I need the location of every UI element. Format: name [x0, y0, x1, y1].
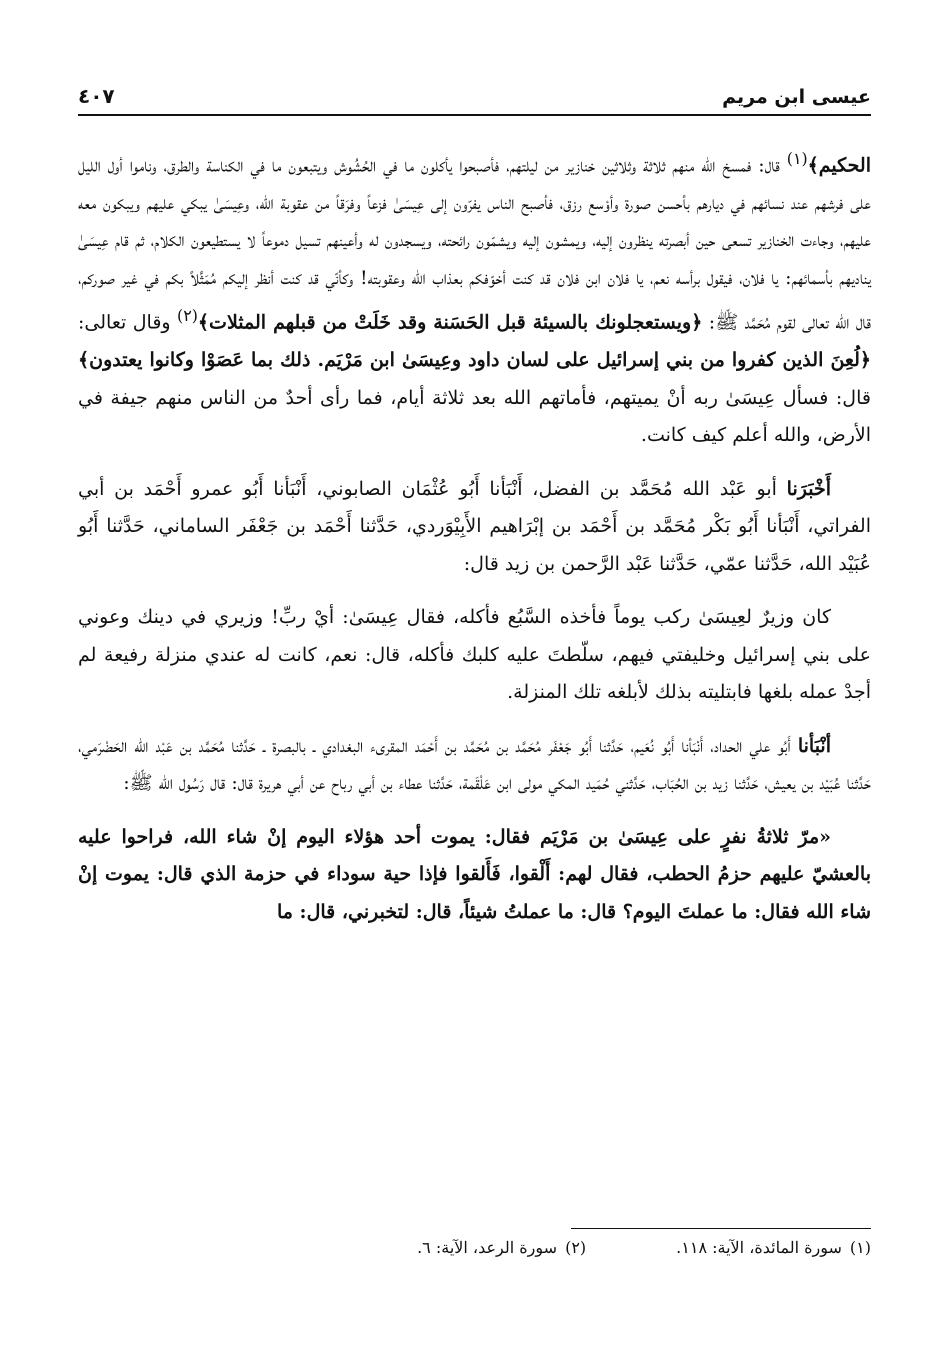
- quote-ending: الحكيم﴾: [807, 154, 871, 177]
- paragraph-text: قال: فمسخ الله منهم ثلاثة وثلاثين خنازير من ليلتهم، فأصبحوا يأكلون ما في الحُشُوش ويتبعون ما في الكناسة والطرق، وناموا أول الليل على فرشهم عند نسائهم في ديارهم بأحسن صورة وأوْسع رزق، فأصبح الناس يفرّون إلى عِيسَىٰ فزعاً وفرَقاً من عقوبة الله، وعِيسَىٰ يبكي عليهم ويبكون معه عليهم، وجاءت الخنازير تسعى حين أبصرته ينظرون إليه، ويمشون إليه ويشمّون رائحته، ويسجدون له وأعينهم تسيل دموعاً لا يستطيعون الكلام، ثم قام عِيسَىٰ يناديهم بأسمائهم: يا فلان، فيقول برأسه نعم، يا فلان ابن فلان قد كنت أخوّفكم بعذاب الله وعقوبته! وكأنّي قد كنت أنظر إليكم مُمَثَّلاً بكم في غير صوركم، قال الله تعالى لقوم مُحَمَّد ﷺ:: [78, 154, 872, 334]
- paragraph-wazir-story: [78, 599, 871, 712]
- paragraph-text: كان وزيرٌ لعِيسَىٰ ركب يوماً فأخذه السَّبُع فأكله، فقال عِيسَىٰ: أيْ ربِّ! وزيري في دينك وعوني على بني إسرائيل وخليفتي فيهم، سلّطتَ عليه كلبك فأكله، قال: نعم، كانت له عندي منزلة رفيعة لم أجدْ عمله بلغها فابتليته بذلك لأبلغه تلك المنزلة.: [78, 606, 871, 704]
- paragraph-hadith: [78, 819, 871, 932]
- paragraph-text: أبو عَبْد الله مُحَمَّد بن الفضل، أَنْبَأنا أَبُو عُثْمَان الصابوني، أَنْبَأنا أَبُو عمرو أَحْمَد بن أبي الفراتي، أَنْبَأنا أَبُو بَكْر مُحَمَّد بن أَحْمَد بن إبْرَاهيم الأَبِيْوَردي، حَدَّثنا أَحْمَد بن جَعْفَر الساماني، حَدَّثنا أَبُو عُبَيْد الله، حَدَّثنا عمّي، حَدَّثنا عَبْد الرَّحمن بن زيد قال:: [78, 477, 871, 575]
- running-title: عيسى ابن مريم: [722, 86, 871, 108]
- footnote-number: (١): [849, 1238, 871, 1257]
- footnote-2: [417, 1238, 586, 1257]
- body-text: [78, 140, 871, 947]
- footnote-ref-2: (٢): [177, 306, 198, 326]
- footnotes: [78, 1238, 871, 1257]
- paragraph-story-continuation: [78, 140, 871, 455]
- paragraph-isnad-2: [78, 728, 871, 803]
- footnote-ref-1: (١): [786, 149, 808, 168]
- footnote-number: (٢): [565, 1238, 587, 1257]
- paragraph-text: وقال تعالى:: [78, 311, 178, 334]
- footnote-divider: [571, 1228, 871, 1229]
- paragraph-isnad-1: [78, 471, 871, 584]
- running-header: [78, 76, 871, 116]
- quran-quote-1: ﴿ويستعجلونك بالسيئة قبل الحَسَنة وقد خَلَتْ من قبلهم المثلات﴾: [197, 311, 703, 334]
- isnad-lead-word: أَخْبَرَنا: [786, 477, 831, 500]
- footnote-text: سورة المائدة، الآية: ١١٨.: [676, 1238, 842, 1257]
- isnad-lead-word: أنْبَأنا: [797, 734, 831, 757]
- page-number: ٤٠٧: [78, 84, 115, 108]
- quran-quote-2: ﴿لُعِنَ الذين كفروا من بني إسرائيل على لسان داود وعِيسَىٰ ابن مَرْيَم. ذلك بما عَصَوْا وكانوا يعتدون﴾: [78, 349, 871, 372]
- paragraph-text: أَبُو علي الحداد، أَنْبَأنا أَبُو نُعَيم، حَدَّثنا أَبُو جَعْفَر مُحَمَّد بن مُحَمَّد بن أَحْمَد المقرىء البغدادي ـ بالبصرة ـ حَدَّثنا مُحَمَّد بن عَبْد الله الحَضْرَمي، حَدَّثنا عُبَيْد بن يعيش، حَدَّثنا زيد بن الحُبَاب، حَدَّثني حُمَيد المكي مولى ابن عَلْقَمة، حَدَّثنا عطاء بن أبي رباح عن أبي هريرة قال: قال رَسُول الله ﷺ:: [78, 734, 871, 795]
- footnote-text: سورة الرعد، الآية: ٦.: [417, 1238, 558, 1257]
- paragraph-text: «مرّ ثلاثةُ نفرٍ على عِيسَىٰ بن مَرْيَم فقال: يموت أحد هؤلاء اليوم إنْ شاء الله، فراحوا عليه بالعشيّ عليهم حزمُ الحطب، فقال لهم: أَلْقوا، فَأَلقوا فإذا حية سوداء في حزمة الذي قال: يموت إنْ شاء الله فقال: ما عملتَ اليوم؟ قال: ما عملتُ شيئاً، قال: لتخبرني، قال: ما: [78, 825, 871, 923]
- footnote-1: [676, 1238, 871, 1257]
- paragraph-text: قال: فسأل عِيسَىٰ ربه أنْ يميتهم، فأماتهم الله بعد ثلاثة أيام، فما رأى أحدٌ من الناس منهم جيفة في الأرض، والله أعلم كيف كانت.: [78, 386, 871, 447]
